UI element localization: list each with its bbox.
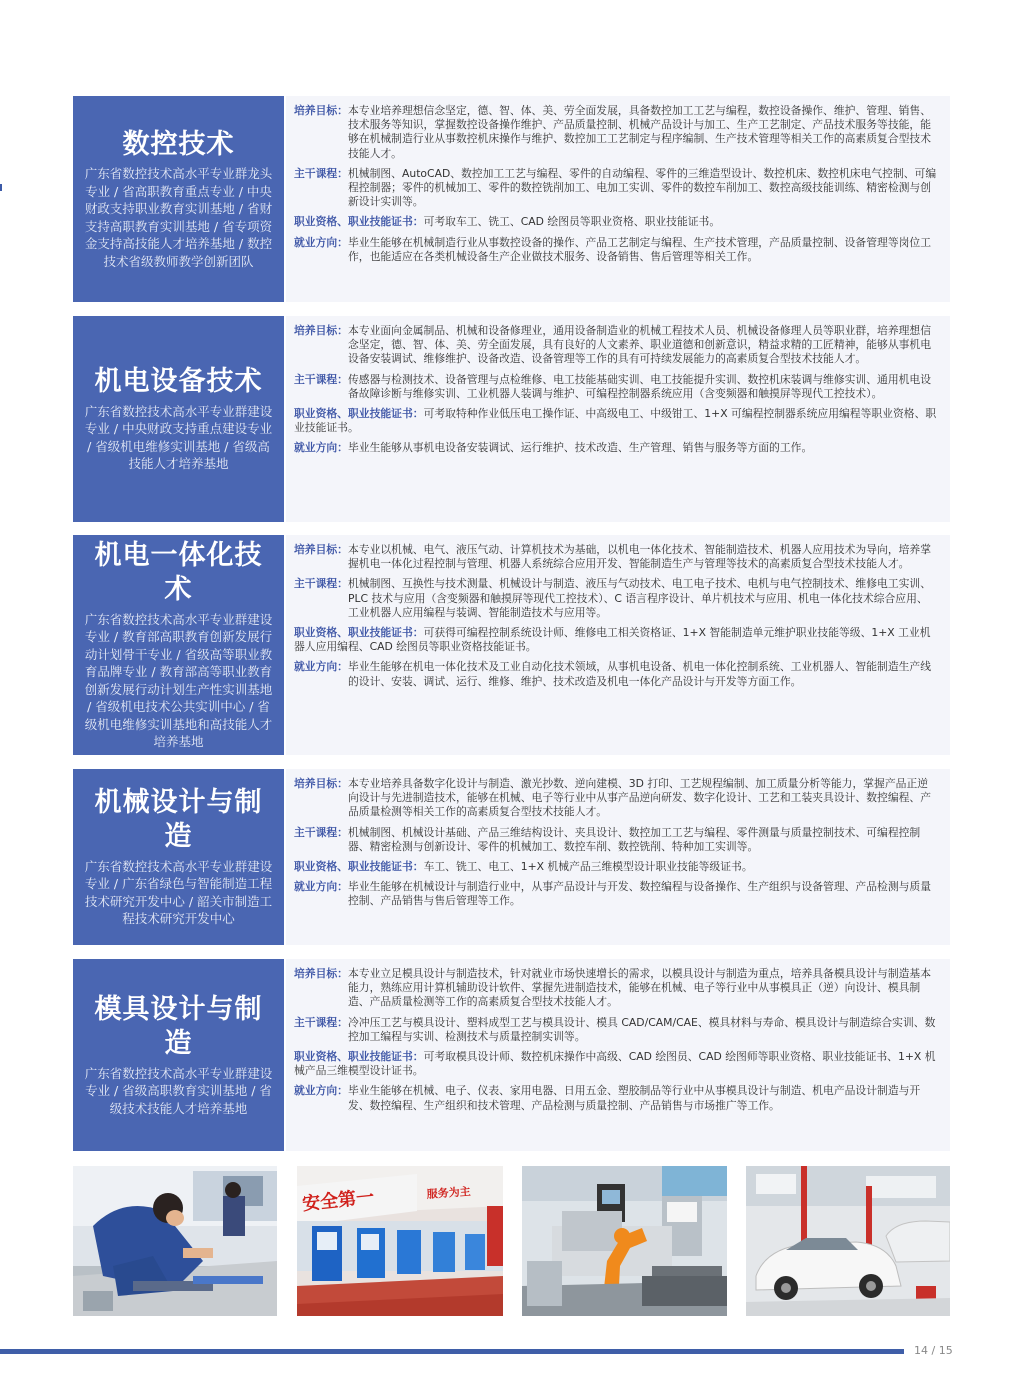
program-block-mechanical-design: [73, 769, 950, 945]
section-text: 传感器与检测技术、设备管理与点检维修、电工技能基础实训、电工技能提升实训、数控机床装调与维修实训、通用机电设备故障诊断与维修实训、工业机器人装调与维护、可编程控制器系统应用（含变频器和触摸屏等现代工控技术）。: [347, 372, 932, 400]
page-number: 14 / 15: [914, 1344, 953, 1357]
section-goal: [294, 777, 938, 820]
section-label: 主干课程：: [294, 166, 348, 180]
program-honors: 广东省数控技术高水平专业群建设专业 / 广东省绿色与智能制造工程技术研究开发中心 / 韶关市制造工程技术研究开发中心: [84, 858, 273, 927]
section-career: [294, 1084, 938, 1112]
section-label: 就业方向：: [294, 235, 348, 249]
section-text: 可考取车工、铣工、CAD 绘图员等职业资格、职业技能证书。: [423, 215, 721, 229]
section-label: 就业方向：: [294, 441, 348, 455]
section-courses: [294, 577, 938, 620]
program-details: [286, 316, 950, 522]
section-label: 就业方向：: [294, 660, 348, 674]
slogan-text: 安全第一: [301, 1186, 376, 1215]
program-name: 机电一体化技术: [94, 540, 263, 605]
program-block-mold-design: [73, 959, 950, 1151]
section-goal: [294, 324, 938, 367]
program-title-panel: [73, 769, 284, 945]
section-label: 培养目标：: [294, 777, 348, 790]
photo-students-workshop: [73, 1166, 277, 1316]
photo-auto-workshop: [746, 1166, 950, 1316]
footer-bar: [0, 1349, 904, 1354]
section-certificates: [294, 407, 938, 435]
section-label: 主干课程：: [294, 372, 348, 386]
section-label: 职业资格、职业技能证书：: [294, 626, 424, 640]
section-text: 车工、铣工、电工、1+X 机械产品三维模型设计职业技能等级证书。: [423, 860, 753, 874]
section-text: 本专业培养理想信念坚定，德、智、体、美、劳全面发展，具备数控加工工艺与编程，数控设备操作、维护、管理、销售、技术服务等知识，掌握数控设备操作维护、产品质量控制、机械产品设计与加工、生产工艺制定、产品技术服务等技能，能够在机械制造行业从事数控机床操作与维护、数控加工工艺制定与程序编制、生产技术管理等相关工作的高素质复合型技术技能人才。: [347, 104, 932, 160]
photo-robot-lab: [522, 1166, 727, 1316]
section-label: 就业方向：: [294, 1084, 348, 1098]
section-label: 培养目标：: [294, 967, 348, 980]
section-career: [294, 441, 938, 455]
section-text: 可获得可编程控制系统设计师、维修电工相关资格证、1+X 智能制造单元维护职业技能等级、1+X 工业机器人应用编程、CAD 绘图员等职业资格技能证书。: [294, 626, 931, 654]
section-courses: [294, 373, 938, 401]
section-career: [294, 236, 938, 264]
program-name: 模具设计与制造: [94, 994, 263, 1059]
section-label: 主干课程：: [294, 577, 348, 591]
program-title-panel: [73, 535, 284, 755]
section-courses: [294, 826, 938, 854]
program-details: [286, 535, 950, 755]
program-block-cnc: [73, 96, 950, 302]
section-text: 毕业生能够在机电一体化技术及工业自动化技术领域，从事机电设备、机电一体化控制系统、工业机器人、智能制造生产线的设计、安装、调试、运行、维修、维护、技术改造及机电一体化产品设计与开发等方面工作。: [347, 660, 932, 688]
edge-marker: [0, 184, 2, 191]
section-text: 毕业生能够在机械、电子、仪表、家用电器、日用五金、塑胶制品等行业中从事模具设计与制造、机电产品设计制造与开发、数控编程、生产组织和技术管理、产品检测与质量控制、产品销售与市场推广等工作。: [347, 1084, 921, 1112]
section-text: 毕业生能够在机械设计与制造行业中，从事产品设计与开发、数控编程与设备操作、生产组织与设备管理、产品检测与质量控制、产品销售与售后管理等工作。: [347, 880, 932, 908]
program-details: [286, 769, 950, 945]
section-label: 就业方向：: [294, 880, 348, 894]
section-label: 职业资格、职业技能证书：: [294, 860, 424, 874]
section-text: 冷冲压工艺与模具设计、塑料成型工艺与模具设计、模具 CAD/CAM/CAE、模具材料与寿命、模具设计与制造综合实训、数控加工编程与实训、检测技术与质量控制实训等。: [347, 1015, 936, 1043]
section-label: 职业资格、职业技能证书：: [294, 1050, 424, 1064]
section-text: 毕业生能够从事机电设备安装调试、运行维护、技术改造、生产管理、销售与服务等方面的工作。: [347, 441, 813, 455]
section-text: 本专业培养具备数字化设计与制造、激光抄数、逆向建模、3D 打印、工艺规程编制、加工质量分析等能力，掌握产品正逆向设计与先进制造技术，能够在机械、电子等行业中从事产品逆向研发、数字化设计、工艺和工装夹具设计、数控编程、产品质量检测等相关工作的高素质复合型技术技能人才。: [347, 777, 932, 819]
section-career: [294, 880, 938, 908]
program-title-panel: [73, 96, 284, 302]
section-certificates: [294, 860, 938, 874]
program-details: [286, 96, 950, 302]
section-text: 可考取模具设计师、数控机床操作中高级、CAD 绘图员、CAD 绘图师等职业资格、职业技能证书、1+X 机械产品三维模型设计证书。: [294, 1050, 936, 1078]
program-block-electromechanical-equipment: [73, 316, 950, 522]
program-title-panel: [73, 316, 284, 522]
section-text: 机械制图、机械设计基础、产品三维结构设计、夹具设计、数控加工工艺与编程、零件测量与质量控制技术、可编程控制器、精密检测与创新设计、零件的机械加工、数控车削、数控铣削、特种加工实训等。: [347, 825, 921, 853]
section-label: 培养目标：: [294, 543, 348, 556]
program-name: 数控技术: [122, 128, 235, 160]
program-honors: 广东省数控技术高水平专业群建设专业 / 中央财政支持重点建设专业 / 省级机电维修实训基地 / 省级高技能人才培养基地: [84, 403, 273, 472]
program-honors: 广东省数控技术高水平专业群龙头专业 / 省高职教育重点专业 / 中央财政支持职业教育实训基地 / 省财支持高职教育实训基地 / 省专项资金支持高技能人才培养基地 / 数控技术省级教师教学创新团队: [84, 166, 273, 269]
section-career: [294, 660, 938, 688]
section-label: 培养目标：: [294, 324, 348, 337]
section-certificates: [294, 1050, 938, 1078]
section-label: 主干课程：: [294, 1015, 348, 1029]
section-text: 本专业以机械、电气、液压气动、计算机技术为基础，以机电一体化技术、智能制造技术、机器人应用技术为导向，培养掌握机电一体化过程控制与管理、机器人系统综合应用开发、智能制造生产与管理等技术的高素质复合型技术技能人才。: [347, 543, 932, 571]
section-goal: [294, 967, 938, 1010]
program-block-mechatronics: [73, 535, 950, 755]
section-label: 主干课程：: [294, 825, 348, 839]
section-text: 本专业面向金属制品、机械和设备修理业，通用设备制造业的机械工程技术人员、机械设备修理人员等职业群，培养理想信念坚定，德、智、体、美、劳全面发展，具有良好的人文素养、职业道德和创新意识，精益求精的工匠精神，能够从事机电设备安装调试、维修维护、设备改造、设备管理等工作的具有可持续发展能力的高素质复合型技术技能人才。: [347, 324, 932, 366]
section-certificates: [294, 215, 938, 229]
program-details: [286, 959, 950, 1151]
section-text: 可考取特种作业低压电工操作证、中高级电工、中级钳工、1+X 可编程控制器系统应用编程等职业资格、职业技能证书。: [294, 407, 937, 435]
section-goal: [294, 104, 938, 161]
program-name: 机械设计与制造: [94, 787, 263, 852]
program-honors: 广东省数控技术高水平专业群建设专业 / 教育部高职教育创新发展行动计划骨干专业 / 省级高等职业教育品牌专业 / 教育部高等职业教育创新发展行动计划生产性实训基地 / 省级机电技术公共实训中心 / 省级机电维修实训基地和高技能人才培养基地: [84, 611, 273, 750]
program-title-panel: [73, 959, 284, 1151]
program-honors: 广东省数控技术高水平专业群建设专业 / 省级高职教育实训基地 / 省级技术技能人才培养基地: [84, 1065, 273, 1116]
photo-strip: [73, 1166, 950, 1316]
program-name: 机电设备技术: [94, 366, 263, 398]
slogan-text-2: 服务为主: [426, 1184, 472, 1201]
photo-cnc-workshop: [297, 1166, 503, 1316]
section-label: 培养目标：: [294, 104, 348, 117]
section-label: 职业资格、职业技能证书：: [294, 407, 424, 421]
section-courses: [294, 167, 938, 210]
section-certificates: [294, 626, 938, 654]
section-text: 机械制图、互换性与技术测量、机械设计与制造、液压与气动技术、电工电子技术、电机与电气控制技术、维修电工实训、PLC 技术与应用（含变频器和触摸屏等现代工控技术）、C 语言程序设计、单片机技术与应用、机电一体化技术综合应用、工业机器人应用编程与装调、智能制造技术与应用等。: [347, 577, 932, 619]
section-text: 毕业生能够在机械制造行业从事数控设备的操作、产品工艺制定与编程、生产技术管理，产品质量控制、设备管理等岗位工作，也能适应在各类机械设备生产企业做技术服务、设备销售、售后管理等相关工作。: [347, 235, 932, 263]
section-goal: [294, 543, 938, 571]
section-label: 职业资格、职业技能证书：: [294, 215, 424, 229]
section-courses: [294, 1016, 938, 1044]
section-text: 机械制图、AutoCAD、数控加工工艺与编程、零件的自动编程、零件的三维造型设计、数控机床、数控机床电气控制、可编程控制器；零件的机械加工、零件的数控铣削加工、电加工实训、零件的数控车削加工、数控高级技能训练、精密检测与创新设计实训等。: [347, 166, 937, 209]
section-text: 本专业立足模具设计与制造技术，针对就业市场快速增长的需求，以模具设计与制造为重点，培养具备模具设计与制造基本能力，熟练应用计算机辅助设计软件、掌握先进制造技术，能够在机械、电子等行业中从事模具正（逆）向设计、模具制造、产品质量检测等工作的高素质复合型技术技能人才。: [347, 967, 932, 1009]
